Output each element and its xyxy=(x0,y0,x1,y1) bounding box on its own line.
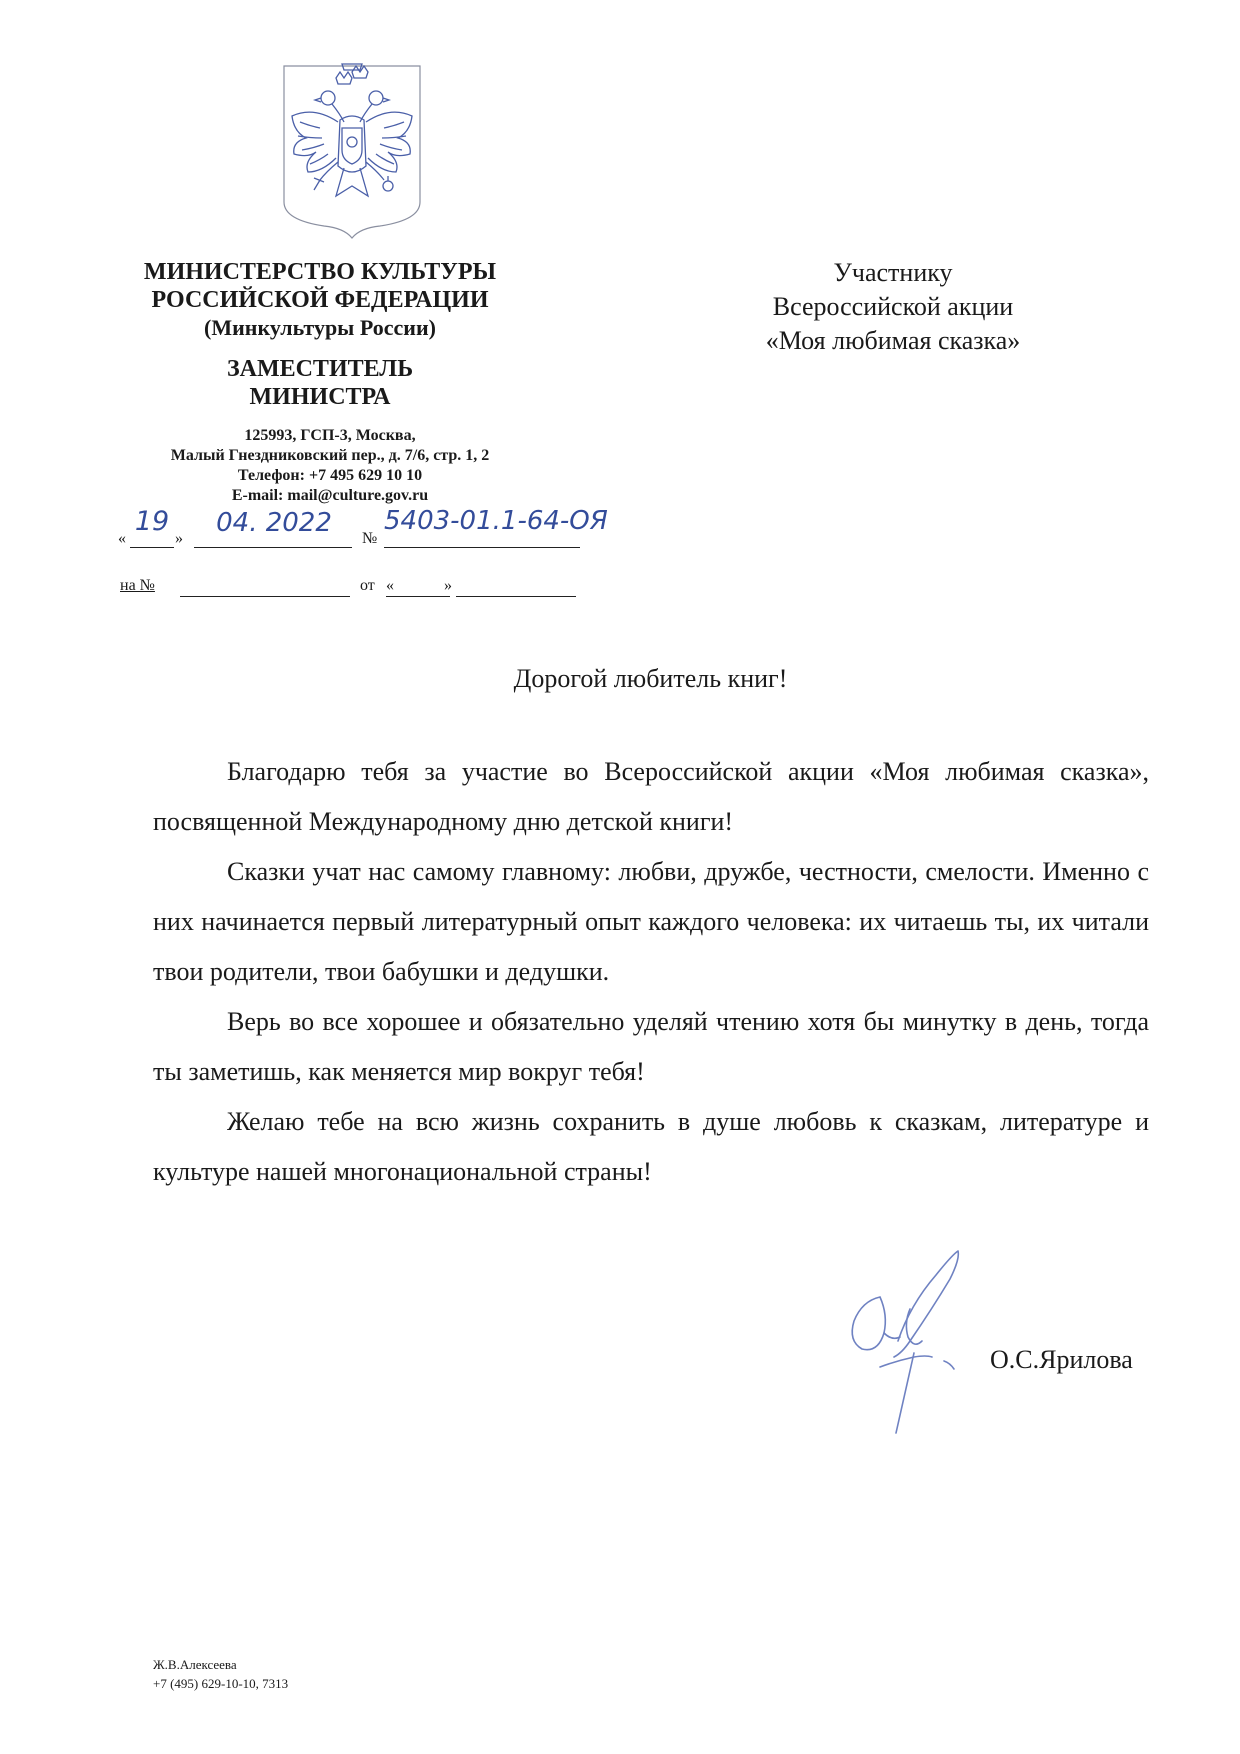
position-title-line1: ЗАМЕСТИТЕЛЬ xyxy=(226,356,414,382)
reference-quote-open: « xyxy=(386,577,394,594)
addressee-line3: «Моя любимая сказка» xyxy=(765,326,1021,355)
executor-info xyxy=(153,1655,288,1693)
handwritten-signature xyxy=(840,1245,980,1435)
position-title-line2: МИНИСТРА xyxy=(249,384,391,410)
address-phone: Телефон: +7 495 629 10 10 xyxy=(237,467,423,484)
registration-quote-close: » xyxy=(175,530,183,547)
body-paragraph: Желаю тебе на всю жизнь сохранить в душе любовь к сказкам, литературе и культуре нашей многонациональной страны! xyxy=(153,1107,1149,1186)
executor-phone: +7 (495) 629-10-10, 7313 xyxy=(153,1676,289,1691)
registration-day-underline xyxy=(130,547,174,548)
registration-day: 19 xyxy=(134,506,170,537)
body-paragraph: Верь во все хорошее и обязательно уделяй чтению хотя бы минутку в день, тогда ты заметишь, как меняется мир вокруг тебя! xyxy=(153,1007,1149,1086)
addressee-line2: Всероссийской акции xyxy=(772,292,1014,321)
body-paragraph: Благодарю тебя за участие во Всероссийской акции «Моя любимая сказка», посвященной Международному дню детской книги! xyxy=(153,757,1149,836)
coat-of-arms-icon xyxy=(280,62,424,240)
registration-number: 5403-01.1-64-ОЯ xyxy=(384,506,608,536)
letter-body xyxy=(153,747,1149,1197)
reference-quote-close: » xyxy=(444,577,452,594)
addressee-line1: Участнику xyxy=(833,258,953,287)
reference-number-underline xyxy=(180,596,350,597)
reference-day-underline xyxy=(386,596,450,597)
position-title xyxy=(120,355,520,411)
body-paragraph: Сказки учат нас самому главному: любви, дружбе, честности, смелости. Именно с них начинается первый литературный опыт каждого человека: их читаешь ты, их читали твои родители, твои бабушки и дедушки. xyxy=(153,857,1149,986)
ministry-name-line1: МИНИСТЕРСТВО КУЛЬТУРЫ xyxy=(143,259,497,285)
executor-name: Ж.В.Алексеева xyxy=(153,1657,237,1672)
address-street: Малый Гнездниковский пер., д. 7/6, стр. 1, 2 xyxy=(170,447,490,464)
ministry-name xyxy=(120,258,520,314)
signer-name: О.С.Ярилова xyxy=(990,1345,1133,1374)
registration-date-underline xyxy=(194,547,352,548)
reference-label: на № xyxy=(120,577,155,594)
ministry-name-line2: РОССИЙСКОЙ ФЕДЕРАЦИИ xyxy=(151,287,489,313)
registration-number-underline xyxy=(384,547,580,548)
salutation: Дорогой любитель книг! xyxy=(513,664,788,693)
reference-from-label: от xyxy=(360,577,375,594)
address-postal: 125993, ГСП-3, Москва, xyxy=(244,427,416,444)
registration-number-label: № xyxy=(362,530,378,547)
ministry-short-name: (Минкультуры России) xyxy=(204,315,436,340)
reference-date-underline xyxy=(456,596,576,597)
addressee-block xyxy=(728,256,1058,358)
registration-quote-open: « xyxy=(118,530,126,547)
address-email: E-mail: mail@culture.gov.ru xyxy=(231,487,429,504)
registration-date: 04. 2022 xyxy=(216,508,332,538)
